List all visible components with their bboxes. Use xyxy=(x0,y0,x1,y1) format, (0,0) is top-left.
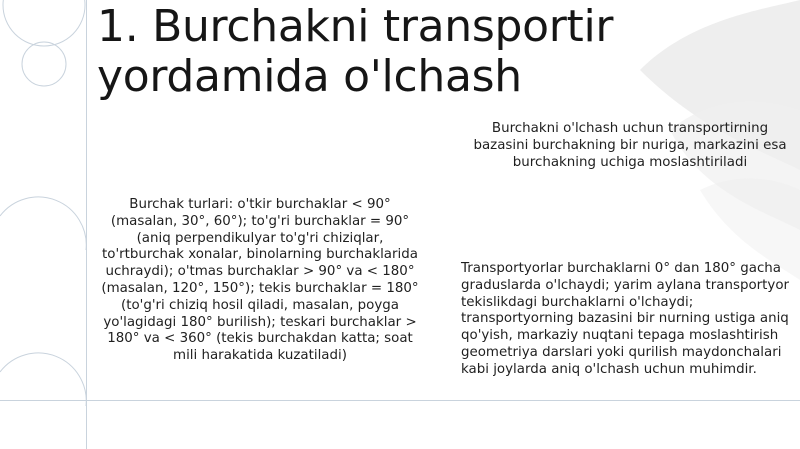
decorative-arc-bottom xyxy=(0,353,86,406)
angle-types-text: Burchak turlari: o'tkir burchaklar < 90° (masalan, 30°, 60°); to'g'ri burchaklar = 90° (aniq perpendikulyar to'g'ri chiziqlar, to'rtburchak xonalar, binolarning burchaklarida uchraydi); o'tmas burchaklar > 90° va < 180° (masalan, 120°, 150°); tekis burchaklar = 180° (to'g'ri chiziq hosil qiladi, masalan, poyga yo'lagidagi 180° burilish); teskari burchaklar > 180° va < 360° (tekis burchakdan katta; soat mili harakatida kuzatiladi) xyxy=(101,197,419,364)
protractor-method-text: Burchakni o'lchash uchun transportirning bazasini burchakning bir nuriga, markazini esa burchakning uchiga moslashtiriladi xyxy=(473,121,787,170)
slide-title: 1. Burchakni transportir yordamida o'lchash xyxy=(97,1,614,102)
decorative-arc-mid xyxy=(0,197,86,250)
decorative-circle-small xyxy=(22,42,66,86)
decorative-circle-large xyxy=(3,0,85,46)
protractor-usage-text: Transportyorlar burchaklarni 0° dan 180° gacha graduslarda o'lchaydi; yarim aylana transportyor tekislikdagi burchaklarni o'lchaydi; transportyorning bazasini bir nurning ustiga aniq qo'yish, markaziy nuqtani tepaga moslashtirish geometriya darslari yoki qurilish maydonchalari kabi joylarda aniq o'lchash uchun muhimdir. xyxy=(461,261,790,377)
